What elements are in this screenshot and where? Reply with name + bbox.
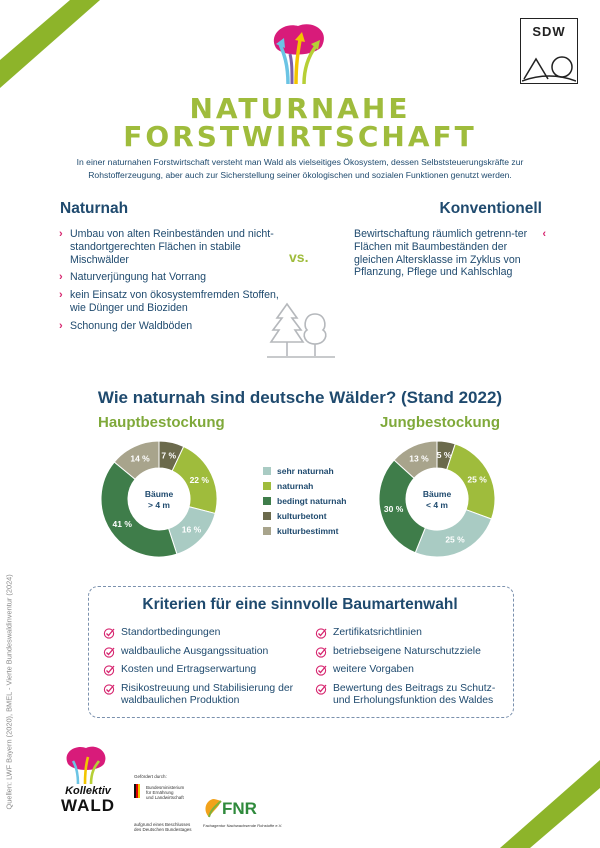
- legend-label: bedingt naturnah: [277, 495, 347, 506]
- legend-swatch: [263, 497, 271, 505]
- donut-value-label: 7 %: [161, 450, 177, 461]
- ministry-line-1: Bundesministerium: [146, 785, 185, 790]
- donut-value-label: 25 %: [467, 474, 487, 485]
- konventionell-heading: Konventionell: [439, 200, 542, 217]
- donut-value-label: 14 %: [130, 453, 150, 464]
- donut-value-label: 25 %: [445, 534, 465, 545]
- charts-section-title: Wie naturnah sind deutsche Wälder? (Stand 2022): [97, 388, 503, 407]
- list-item-text: kein Einsatz von ökosystemfremden Stoffen, wie Dünger und Bioziden: [70, 289, 279, 314]
- naturnah-list: [59, 228, 281, 338]
- donut-chart-jung: [374, 438, 504, 562]
- chart-title-haupt: Hauptbestockung: [98, 414, 225, 431]
- donut-value-label: 5 %: [436, 450, 452, 461]
- legend-swatch: [263, 482, 271, 490]
- check-circle-icon: [103, 664, 115, 676]
- legend-item: [263, 493, 346, 508]
- vs-label: vs.: [289, 249, 309, 265]
- logo-line-1: Kollektiv: [65, 785, 111, 797]
- sdw-logo: [520, 18, 578, 84]
- legend-label: kulturbetont: [277, 510, 327, 521]
- list-item-text: Umbau von alten Reinbeständen und nicht-standortgerechten Flächen in stabile Mischwälder: [70, 228, 274, 266]
- chevron-right-icon: ›: [59, 319, 63, 332]
- intro-line-2: Rohstofferzeugung, aber auch zur Sicherstellung seiner ökologischen und sozialen Funktionen genutzt werden.: [88, 170, 512, 180]
- fnr-leaf-icon: [203, 797, 223, 819]
- chevron-right-icon: ›: [59, 289, 63, 302]
- check-circle-icon: [103, 627, 115, 639]
- donut-center-label-line-1: Bäume: [422, 489, 452, 499]
- chart-legend: [263, 463, 346, 538]
- check-circle-icon: [315, 683, 327, 695]
- konventionell-text: Bewirtschaftung räumlich getrenn-ter Flächen mit Baumbeständen der gleichen Altersklasse im Zyklus von Pflanzung, Pflege und Kahlschlag: [354, 228, 528, 279]
- chart-title-jung: Jungbestockung: [380, 414, 501, 431]
- list-item: [103, 664, 299, 677]
- ministry-line-3: und Landwirtschaft: [146, 795, 184, 800]
- list-item-text: Kosten und Ertragserwartung: [121, 664, 257, 676]
- check-circle-icon: [315, 664, 327, 676]
- legend-swatch: [263, 467, 271, 475]
- legend-label: naturnah: [277, 480, 314, 491]
- legend-item: [263, 523, 346, 538]
- list-item-text: Zertifikatsrichtlinien: [333, 627, 422, 638]
- fnr-label: FNR: [222, 799, 257, 818]
- donut-center-label-line-2: > 4 m: [148, 500, 170, 510]
- page-title-line-1: NATURNAHE: [189, 92, 411, 125]
- list-item: [315, 646, 505, 659]
- list-item-text: Risikostreuung und Stabilisierung der waldbaulichen Produktion: [121, 682, 294, 707]
- list-item-text: Schonung der Waldböden: [70, 319, 193, 332]
- legend-swatch: [263, 512, 271, 520]
- legend-label: kulturbestimmt: [277, 525, 339, 536]
- list-item: [59, 271, 281, 284]
- list-item: [103, 683, 299, 708]
- sources-text: Quellen: LWF Bayern (2020), BMEL - Vierte Bundeswaldinventur (2024): [4, 574, 14, 810]
- chevron-right-icon: ›: [59, 271, 63, 284]
- donut-slice-sehr-naturnah: [415, 510, 491, 557]
- list-item-text: betriebseigene Naturschutzziele: [333, 645, 481, 657]
- list-item: [59, 289, 281, 315]
- list-item-text: waldbauliche Ausgangssituation: [121, 645, 269, 657]
- chevron-right-icon: ›: [59, 228, 63, 240]
- donut-center-label-line-2: < 4 m: [426, 500, 448, 510]
- list-item: [315, 664, 505, 677]
- konventionell-text-block: [354, 228, 546, 279]
- chevron-left-icon: ‹: [542, 228, 546, 240]
- intro-line-1: In einer naturnahen Forstwirtschaft versteht man Wald als vielseitiges Ökosystem, dessen Selbststeuerungskräfte zur: [76, 157, 524, 167]
- list-item-text: Naturverjüngung hat Vorrang: [70, 271, 207, 284]
- donut-value-label: 16 %: [181, 524, 202, 535]
- corner-ribbon-bottom-right: [500, 758, 600, 848]
- bundestag-line-2: des Deutschen Bundestages: [134, 827, 192, 832]
- list-item-text: Standortbedingungen: [121, 627, 221, 638]
- ministry-line-2: für Ernährung: [146, 790, 174, 795]
- check-circle-icon: [103, 646, 115, 658]
- list-item: [103, 627, 299, 640]
- corner-ribbon-top-left: [0, 0, 100, 90]
- criteria-list-left: [103, 627, 299, 714]
- criteria-title: Kriterien für eine sinnvolle Baumartenwahl: [142, 596, 458, 613]
- bundestag-label: [134, 822, 192, 832]
- list-item: [315, 683, 505, 708]
- sdw-tree-icon: [522, 47, 576, 83]
- bundestag-line-1: aufgrund eines Beschlusses: [134, 822, 191, 827]
- legend-swatch: [263, 527, 271, 535]
- list-item: [59, 320, 281, 333]
- check-circle-icon: [315, 627, 327, 639]
- check-circle-icon: [103, 683, 115, 695]
- list-item: [103, 646, 299, 659]
- page-title-line-2: FORSTWIRTSCHAFT: [123, 120, 477, 153]
- donut-center-label-line-1: Bäume: [144, 489, 174, 499]
- naturnah-heading: Naturnah: [60, 200, 129, 217]
- ministry-label: [146, 785, 184, 800]
- donut-value-label: 30 %: [383, 503, 404, 514]
- list-item: [315, 627, 505, 640]
- kollektiv-wald-bottom-logo-graphic: [64, 744, 108, 784]
- donut-value-label: 22 %: [189, 475, 209, 486]
- forest-icon: [263, 300, 339, 364]
- kollektiv-wald-top-logo: [268, 20, 330, 86]
- list-item-text: weitere Vorgaben: [333, 664, 414, 676]
- check-circle-icon: [315, 646, 327, 658]
- donut-value-label: 13 %: [409, 453, 429, 464]
- kollektiv-wald-logo-text: [58, 785, 118, 815]
- donut-chart-haupt: [96, 438, 226, 562]
- legend-item: [263, 478, 346, 493]
- fnr-subtitle: Fachagentur Nachwachsende Rohstoffe e.V.: [203, 823, 283, 828]
- intro-text: [40, 156, 560, 182]
- federal-eagle-icon: [134, 784, 144, 798]
- donut-value-label: 41 %: [112, 519, 132, 530]
- funded-by-label: Gefördert durch:: [134, 774, 167, 779]
- legend-item: [263, 463, 346, 478]
- sdw-logo-label: SDW: [532, 24, 566, 39]
- logo-line-2: WALD: [60, 796, 116, 815]
- list-item-text: Bewertung des Beitrags zu Schutz- und Erholungsfunktion des Waldes: [333, 682, 496, 707]
- legend-label: sehr naturnah: [277, 465, 334, 476]
- criteria-list-right: [315, 627, 505, 714]
- legend-item: [263, 508, 346, 523]
- list-item: [59, 228, 281, 266]
